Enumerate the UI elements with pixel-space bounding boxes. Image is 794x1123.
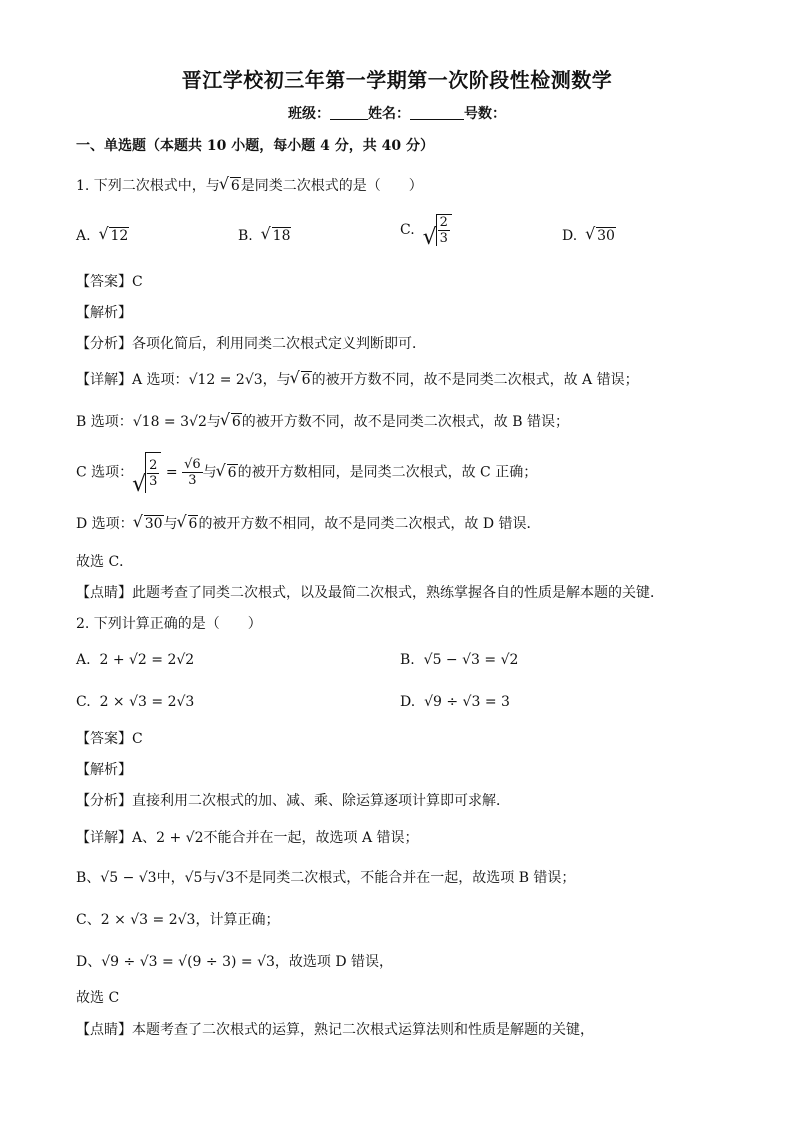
q2-detail-c: C、2 × √3 = 2√3，计算正确；	[76, 912, 280, 928]
q1-detail-a: 【详解】A 选项：√12 = 2√3，与√ 6的被开方数不同，故不是同类二次根式，故 A 错误；	[76, 370, 639, 390]
q2-detail-d: D、√9 ÷ √3 = √(9 ÷ 3) = √3，故选项 D 错误，	[76, 954, 394, 970]
q2-option-a: A. 2 + √2 = 2√2	[76, 652, 195, 668]
name-blank	[410, 119, 464, 120]
q2-stem: 2. 下列计算正确的是（ ）	[76, 616, 262, 632]
q1-answer: 【答案】C	[76, 274, 143, 290]
student-info-line	[0, 103, 794, 123]
q1-analysis-label: 【解析】	[76, 305, 132, 321]
q1-stem-radical: √ 6	[220, 176, 241, 196]
q2-detail-a: 【详解】A、2 + √2不能合并在一起，故选项 A 错误；	[76, 830, 419, 846]
q1-option-a: A. √ 12	[76, 226, 129, 246]
q2-option-b: B. √5 − √3 = √2	[400, 652, 519, 668]
q2-dianjing: 【点睛】本题考查了二次根式的运算，熟记二次根式运算法则和性质是解题的关键，	[76, 1022, 594, 1038]
class-blank	[330, 119, 368, 120]
q1-choose: 故选 C．	[76, 554, 134, 570]
q2-detail-b: B、√5 − √3中，√5与√3不是同类二次根式，不能合并在一起，故选项 B 错误；	[76, 870, 576, 886]
class-label: 班级：	[288, 106, 330, 122]
page-title: 晋江学校初三年第一学期第一次阶段性检测数学	[181, 68, 613, 92]
q1-stem	[76, 176, 423, 196]
q1-stem-text-b: 是同类二次根式的是（ ）	[240, 178, 423, 194]
q1-option-c: C. √ $\frac{2}{3}$	[400, 214, 452, 246]
q1-fenxi: 【分析】各项化简后，利用同类二次根式定义判断即可．	[76, 336, 426, 352]
q2-analysis-label: 【解析】	[76, 762, 132, 778]
q2-fenxi: 【分析】直接利用二次根式的加、减、乘、除运算逐项计算即可求解．	[76, 793, 510, 809]
q2-option-d: D. √9 ÷ √3 = 3	[400, 694, 510, 710]
q2-option-c: C. 2 × √3 = 2√3	[76, 694, 195, 710]
number-label: 号数：	[464, 106, 506, 122]
q2-choose: 故选 C	[76, 990, 120, 1006]
q1-stem-text-a: 1. 下列二次根式中，与	[76, 178, 220, 194]
q1-option-d: D. √ 30	[562, 226, 616, 246]
q1-detail-c: C 选项： √ $\frac{2}{3}$ = $\frac{√6}{3}$ 与√ 6的被开方数相同，是同类二次根式，故 C 正确；	[76, 452, 537, 493]
q1-detail-d: D 选项：√ 30与√ 6的被开方数不相同，故不是同类二次根式，故 D 错误．	[76, 514, 541, 534]
section-heading: 一、单选题（本题共 10 小题，每小题 4 分，共 40 分）	[76, 138, 434, 154]
q2-answer: 【答案】C	[76, 731, 143, 747]
q1-dianjing: 【点睛】此题考查了同类二次根式，以及最简二次根式，熟练掌握各自的性质是解本题的关键．	[76, 585, 664, 601]
name-label: 姓名：	[368, 106, 410, 122]
q1-detail-b: B 选项：√18 = 3√2与√ 6的被开方数不同，故不是同类二次根式，故 B 错误；	[76, 412, 569, 432]
q1-option-b: B. √ 18	[238, 226, 291, 246]
